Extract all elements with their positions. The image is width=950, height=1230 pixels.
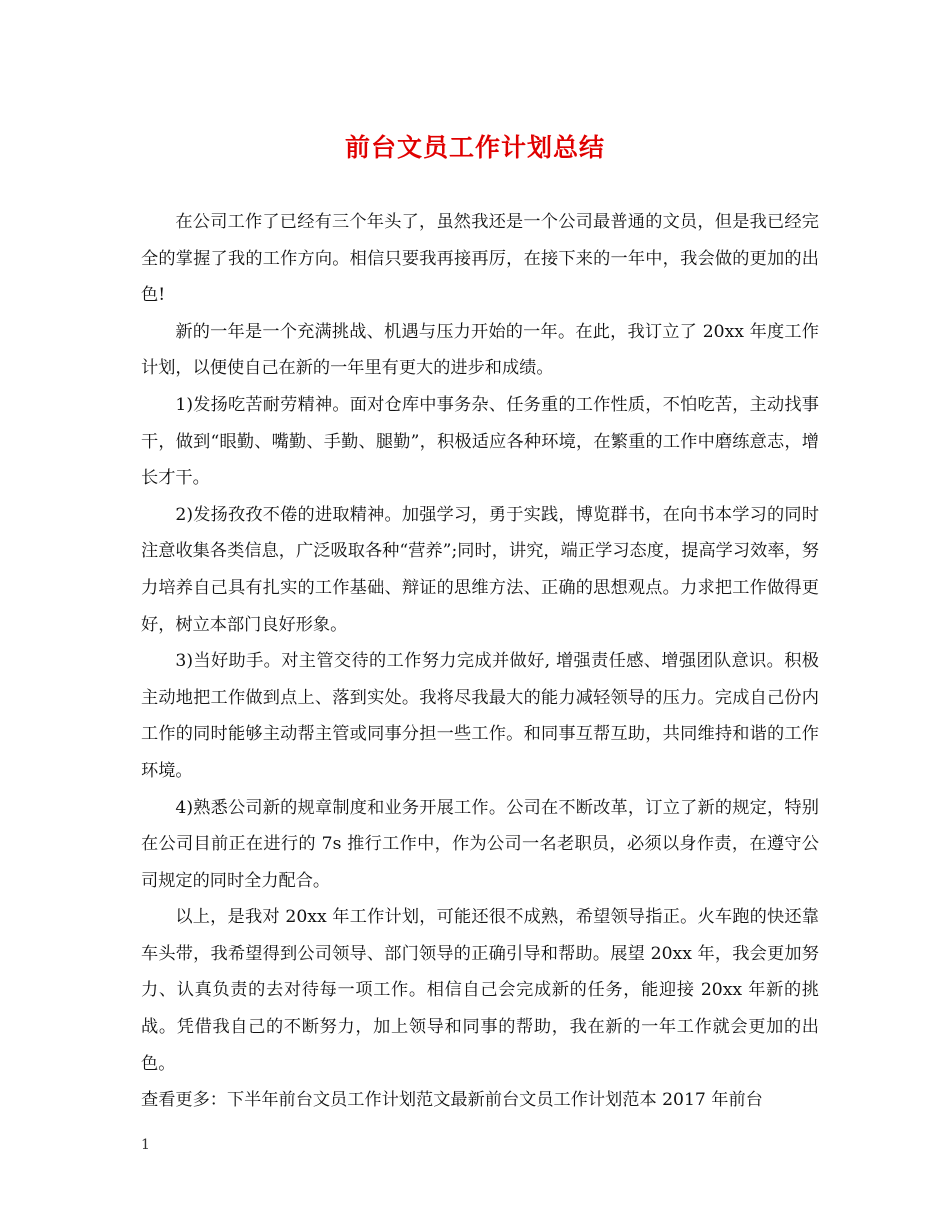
paragraph-item-3: 3)当好助手。对主管交待的工作努力完成并做好, 增强责任感、增强团队意识。积极主动地把工作做到点上、落到实处。我将尽我最大的能力减轻领导的压力。完成自己份内工作的同时能够主动帮主管或同事分担一些工作。和同事互帮互助，共同维持和谐的工作环境。 (141, 651, 819, 781)
paragraph-conclusion: 以上，是我对 20xx 年工作计划，可能还很不成熟，希望领导指正。火车跑的快还靠车头带，我希望得到公司领导、部门领导的正确引导和帮助。展望 20xx 年，我会更加努力、认真负责的去对待每一项工作。相信自己会完成新的任务，能迎接 20xx 年新的挑战。凭借我自己的不断努力，加上领导和同事的帮助，我在新的一年工作就会更加的出色。 (141, 907, 819, 1074)
paragraph-item-1: 1)发扬吃苦耐劳精神。面对仓库中事务杂、任务重的工作性质，不怕吃苦，主动找事干，做到“眼勤、嘴勤、手勤、腿勤”，积极适应各种环境，在繁重的工作中磨练意志，增长才干。 (141, 394, 819, 489)
document-body (141, 204, 819, 1119)
document-title: 前台文员工作计划总结 (344, 133, 605, 162)
paragraph-item-2: 2)发扬孜孜不倦的进取精神。加强学习，勇于实践，博览群书，在向书本学习的同时注意收集各类信息，广泛吸取各种“营养”;同时，讲究，端正学习态度，提高学习效率，努力培养自己具有扎实的工作基础、辩证的思维方法、正确的思想观点。力求把工作做得更好，树立本部门良好形象。 (141, 504, 819, 635)
see-more-link[interactable]: 查看更多：下半年前台文员工作计划范文最新前台文员工作计划范本 2017 年前台 (141, 1090, 763, 1111)
paragraph-new-year: 新的一年是一个充满挑战、机遇与压力开始的一年。在此，我订立了 20xx 年度工作计划，以便使自己在新的一年里有更大的进步和成绩。 (141, 321, 819, 379)
page-number: 1 (141, 1137, 150, 1153)
paragraph-item-4: 4)熟悉公司新的规章制度和业务开展工作。公司在不断改革，订立了新的规定，特别在公司目前正在进行的 7s 推行工作中，作为公司一名老职员，必须以身作责，在遵守公司规定的同时全力配合。 (141, 797, 819, 891)
paragraph-intro: 在公司工作了已经有三个年头了，虽然我还是一个公司最普通的文员，但是我已经完全的掌握了我的工作方向。相信只要我再接再厉，在接下来的一年中，我会做的更加的出色! (141, 212, 819, 306)
